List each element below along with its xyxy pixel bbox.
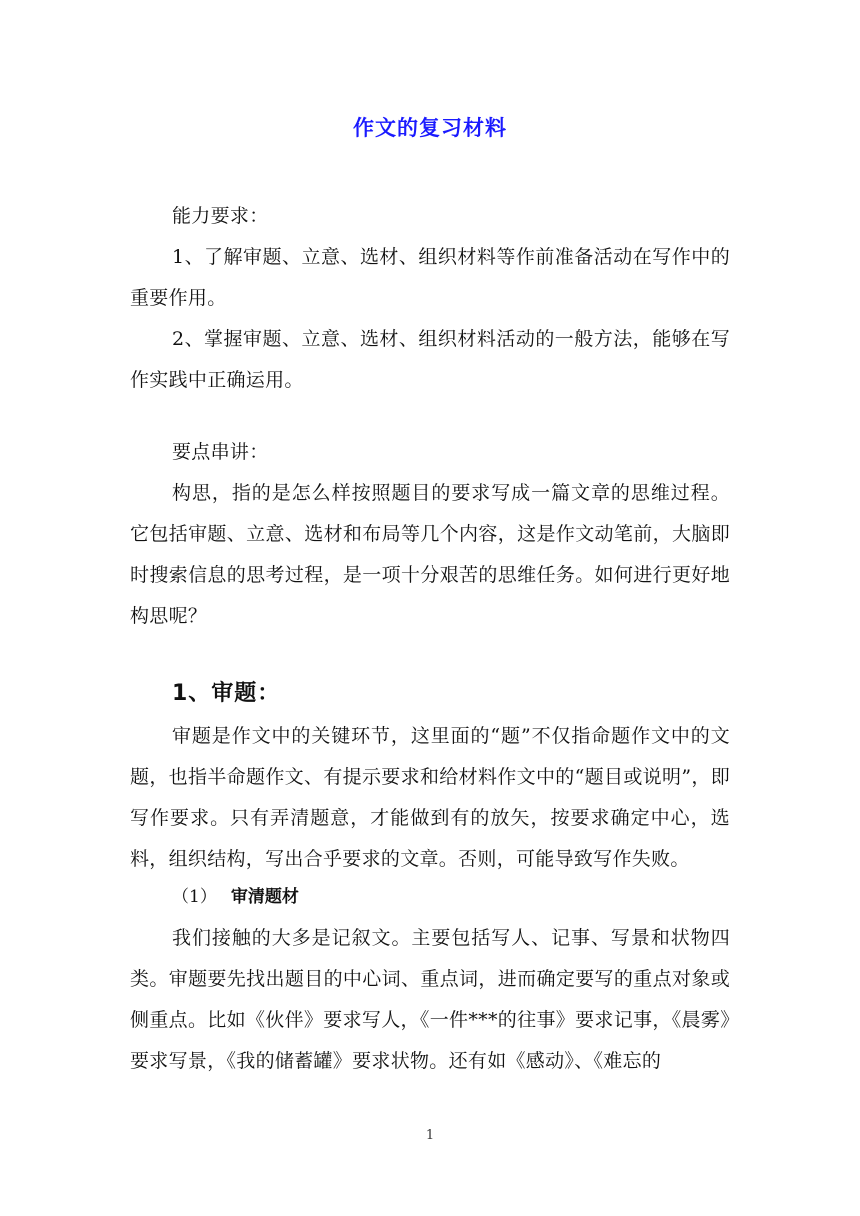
subsection-1-paragraph: 我们接触的大多是记叙文。主要包括写人、记事、写景和状物四类。审题要先找出题目的中心词、重点词，进而确定要写的重点对象或侧重点。比如《伙伴》要求写人，《一件***的往事》要求记事，《晨雾》要求写景，《我的储蓄罐》要求状物。还有如《感动》、《难忘的: [130, 927, 730, 1072]
subsection-1-title: 审清题材: [230, 887, 299, 907]
subsection-1-number: （1）: [172, 887, 217, 907]
section-1-body: [130, 716, 730, 880]
subsection-1-heading: [172, 882, 299, 907]
page-number: 1: [425, 1128, 435, 1143]
subsection-1-body: [130, 918, 730, 1082]
ability-heading: 能力要求：: [172, 205, 269, 227]
points-paragraph: 构思，指的是怎么样按照题目的要求写成一篇文章的思维过程。它包括审题、立意、选材和布局等几个内容，这是作文动笔前，大脑即时搜索信息的思考过程，是一项十分艰苦的思维任务。如何进行更好地构思呢？: [130, 482, 730, 627]
ability-item-1: 1、了解审题、立意、选材、组织材料等作前准备活动在写作中的重要作用。: [130, 246, 730, 309]
section-1-heading: 1、审题：: [172, 681, 281, 706]
points-section: [130, 432, 730, 637]
points-heading: 要点串讲：: [172, 441, 269, 463]
ability-section: [130, 196, 730, 401]
ability-item-2: 2、掌握审题、立意、选材、组织材料活动的一般方法，能够在写作实践中正确运用。: [130, 328, 730, 391]
document-title: 作文的复习材料: [353, 116, 507, 140]
section-1-paragraph: 审题是作文中的关键环节，这里面的“题”不仅指命题作文中的文题，也指半命题作文、有提示要求和给材料作文中的“题目或说明”，即写作要求。只有弄清题意，才能做到有的放矢，按要求确定中心，选料，组织结构，写出合乎要求的文章。否则，可能导致写作失败。: [130, 725, 730, 870]
